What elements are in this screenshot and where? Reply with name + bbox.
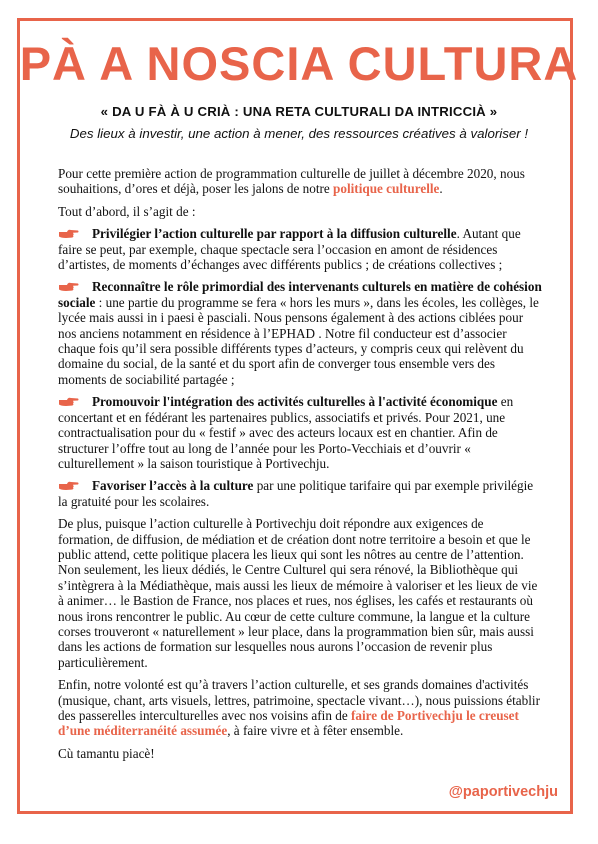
bullet-item [58,478,542,509]
bullet-text: par une politique tarifaire qui par exemple privilégie la gratuité pour les scolaires. [58,478,534,509]
lead-text: Tout d’abord, il s’agit de : [58,203,196,219]
bullet-item [58,279,542,387]
pointing-hand-icon [58,281,79,292]
bullet-item [58,226,542,272]
bullet-item [58,394,542,471]
page-subtitle: « DA U FÀ À U CRIÀ : UNA RETA CULTURALI DA INTRICCIÀ » [100,104,498,119]
paragraph-conclusion [58,677,542,739]
bullet-text: : une partie du programme se fera « hors les murs », dans les écoles, les collèges, le lycée mais aussi in i paesi è pasciali. Nous pensons également à des actions ciblées pour nos anciens notamment en résidence à l’EPHAD . Notre fil conducteur est d’associer chaque fois qu’il sera possible différents types d’acteurs, y compris ceux qui relèvent du domaine du social, de la santé et du sport afin de converger tous ensemble vers des moments de sociabilité partagée ; [58,294,539,387]
intro-text: Pour cette première action de programmation culturelle de juillet à décembre 2020, nous souhaitions, d’ores et déjà, poser les jalons de notre [58,166,525,197]
bullet-title: Promouvoir l'intégration des activités culturelles à l'activité économique [92,394,498,410]
page-title: PÀ A NOSCIA CULTURA [19,37,579,90]
page-tagline: Des lieux à investir, une action à mener, des ressources créatives à valoriser ! [69,126,529,141]
bullet-text: en concertant et en fédérant les partenaires publics, associatifs et privés. Pour 2021, une contractualisation pour du « festif » avec des acteurs locaux est en chantier. Afin de structurer l’offre tout au long de l’année pour les Porto-Vecchiais et d’ouvrir « culturellement » la saison touristique à Portivechju. [58,394,514,471]
pointing-hand-icon [58,396,79,407]
pointing-hand-icon [58,480,79,491]
intro-end: . [439,181,443,197]
bullet-title: Privilégier l’action culturelle par rapport à la diffusion culturelle [92,226,457,242]
document-body [58,166,542,768]
bullet-title: Reconnaître le rôle primordial des intervenants culturels en matière de cohésion sociale [58,279,542,310]
bullet-title: Favoriser l’accès à la culture [92,478,254,494]
conclusion-end: , à faire vivre et à fêter ensemble. [227,723,404,739]
pointing-hand-icon [58,228,79,239]
intro-paragraph [58,166,542,197]
bullet-text: . Autant que faire se peut, par exemple, chaque spectacle sera l’occasion en amont de résidences d’artistes, de moments d’échanges avec différents publics ; de créations collectives ; [58,226,521,273]
paragraph-places: De plus, puisque l’action culturelle à Portivechju doit répondre aux exigences de formation, de diffusion, de médiation et de création dont notre territoire a besoin et que le public attend, cette politique placera les lieux qui sont les nôtres au centre de l’attention. Non seulement, les lieux dédiés, le Centre Culturel qui sera rénové, la Bibliothèque qui s’intègrera à la Médiathèque, mais aussi les lieux de mémoire à valoriser et les lieux de vie à animer… le Bastion de France, nos places et rues, nos églises, les cafés et restaurants où nous irons rencontrer le public. Au cœur de cette culture commune, la langue et la culture corses trouveront « naturellement » leur place, dans la programmation bien sûr, mais aussi dans les actions de formation sur lesquelles nous aurons l’occasion de revenir plus particulièrement. [58,516,538,670]
social-handle-link[interactable]: @paportivechju [448,784,558,800]
intro-highlight: politique culturelle [333,181,440,197]
conclusion-text: Enfin, notre volonté est qu’à travers l’action culturelle, et ses grands domaines d'activités (musique, chant, arts visuels, lettres, patrimoine, spectacle vivant…), nous puissions établir des passerelles interculturelles avec nos voisins afin de [58,677,540,723]
closing-text: Cù tamantu piacè! [58,745,155,761]
conclusion-highlight: faire de Portivechju le creuset d’une méditerranéité assumée [58,708,519,739]
